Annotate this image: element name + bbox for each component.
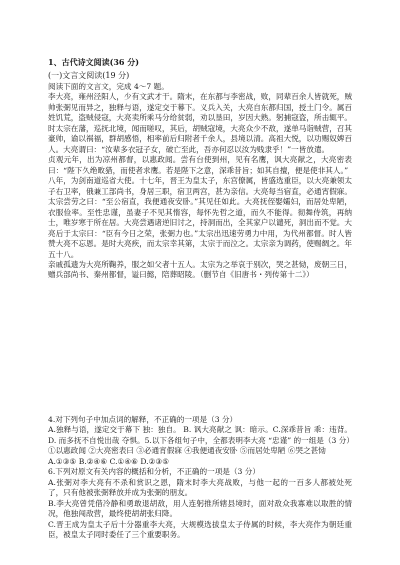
question-stem: 6.下列对原文有关内容的概括和分析，不正确的一项是（3 分） (48, 467, 260, 477)
question-option: A.张弼对李大亮有不杀和赏识之恩，隋末时李大亮战败，与他一起的一百多人都被处死了，只有他被张弼释放并成为张弼的朋友。 (48, 477, 352, 498)
question-options: A.独释与语，遂定交于幕下 独：独自。 B. 讽大亮献之 讽：暗示。C.深乖昔旨 乖：违背。 D. 而多抚不自悦出哉 夺惧。5.以下各组句子中，全都表明李大亮 “忠谨” 的一组是（3 分） (48, 425, 354, 445)
passage-paragraph: 贞观元年，出为凉州都督，以惠政闻。尝有台使到州，见有名鹰，讽大亮献之，大亮密表曰：“陛下久绝畋猎，而使者求鹰。若是陛下之意，深乖昔旨；如其自擅，便是使非其人。” (48, 155, 352, 175)
question-items: ①以惠政闻 ②大亮密表曰 ③必通宵假寐 ④我便通夜安卧 ⑤而居处卑陋 ⑥哭之甚恸 (48, 446, 326, 456)
questions-block (48, 415, 352, 541)
question-option: C.晋王成为皇太子后十分器重李大亮，大规模选拔皇太子侍属的时候，李大亮作为朝廷重臣，被皇太子同时委任了三个重要职务。 (48, 519, 352, 540)
question-option: B.李大亮曾凭借冷静和勇敢退胡敌，用人连躬推所辖县境时，面对敌众我寡难以取胜的情况，他独闯敌营，最终使胡胡张归降。 (48, 498, 352, 519)
question-stem: 4.对下列句子中加点词的解释，不正确的一项是（3 分） (48, 415, 238, 424)
passage-paragraph: 八年，为剑南道巡省大使。十七年，晋王为皇太子，东宫僚属，皆盛选重臣，以大亮兼领太子右卫率，俄兼工部尚书，身居三职，宿卫两宫，甚为亲信。大亮每当宿直，必通宵假寐。太宗尝劳之曰：“至公宿直，我便通夜安卧。”其见任如此。大亮抚侄娶孀妇，而居处卑陋，衣服俭率。至性忠谨，虽妻子不见其惰容，每怀先哲之道，而久不能得。彻舞侍筑，再纳士，唯岁寒于所在居。大亮尝遇诸逆旧讨之，持洞而出，全其家户以谴死，洞出而不觉。大亮后于太宗曰：“臣有今日之荣，张弼力也。”太宗出迅速劳勇力中用，为代州都督。时人皆赞大亮不忘恩。是时大亮疾，而太宗幸其第，太宗于而泣之。太宗亲为调药，使赐绸之。年五十八。 (48, 176, 352, 259)
passage-paragraph: 李大亮，雍州泾阳人，少有文武才干。隋末，在东都与李密战，败，同辈百余人皆就死，贼帅张弼见而异之，独释与语，遂定交于幕下。义兵入关，大亮自东都归国，授土门令。属百姓饥荒，盗贼侵寇，大亮卖所乘马分给贫弱，劝以垦田，岁因大熟。躬捕寇盗，所击辄平。时太宗在藩，巡抚北境，闻而嗟叹，其后，胡贼寇境，大亮众少不敌，遂单马诣贼营，召其豪帅，谕以祸福，群胡感悟，相率前后归附者千余人，县境以清。高祖大悦，以功赐奴婢百人。大亮谓曰：“汝辈多衣冠子女，破亡至此，吾亦何忍以汝为贱隶乎！”一皆放遣。 (48, 92, 352, 154)
passage-paragraph: 亲戚孤遗为大亮所鞠养，服之如父者十五人。太宗为之举哀于别次，哭之甚恸，废朝三日，赠兵部尚书、秦州都督，谥曰懿，陪葬昭陵。（删节自《旧唐书・列传第十二》） (48, 259, 352, 280)
subsection-title: (一)文言文阅读(19 分) (48, 71, 130, 80)
section-title: 1、古代诗文阅读(36 分) (48, 57, 140, 67)
question-options: A.①③⑤ B.②④⑥ C.①④⑥ D.②③⑤ (48, 456, 170, 466)
instruction-line: 阅读下面的文言文，完成 4～7 题。 (48, 82, 169, 91)
passage-block (48, 82, 352, 281)
